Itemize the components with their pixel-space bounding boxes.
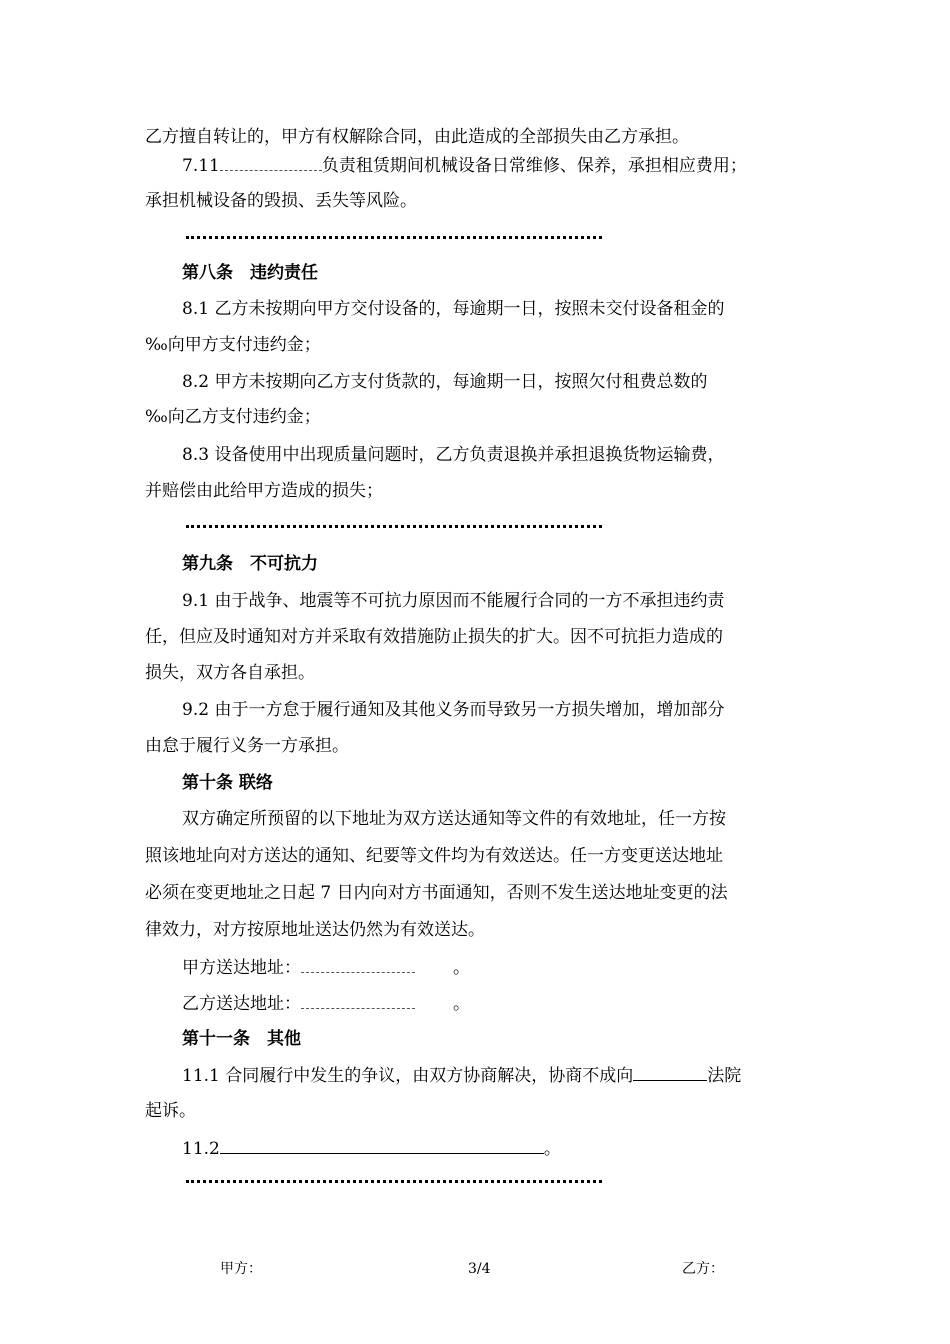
text-line: 9.2 由于一方怠于履行通知及其他义务而导致另一方损失增加，增加部分 bbox=[182, 700, 725, 720]
text-line: 起诉。 bbox=[145, 1101, 196, 1121]
blank-field bbox=[220, 1137, 544, 1154]
text-line: ‰向乙方支付违约金； bbox=[145, 407, 321, 427]
period: 。 bbox=[543, 1139, 561, 1159]
text-line: 8.2 甲方未按期向乙方支付货款的，每逾期一日，按照欠付租费总数的 bbox=[182, 372, 708, 392]
court-blank-field bbox=[633, 1064, 707, 1081]
text-line: 乙方擅自转让的，甲方有权解除合同，由此造成的全部损失由乙方承担。 bbox=[145, 127, 689, 147]
period: 。 bbox=[453, 994, 470, 1014]
clause-7-11 bbox=[182, 154, 747, 177]
clause-number: 11.2 bbox=[182, 1139, 220, 1159]
footer-page-number: 3/4 bbox=[468, 1261, 491, 1277]
article-11-heading: 第十一条 其他 bbox=[182, 1029, 301, 1049]
blank-field bbox=[220, 154, 322, 171]
address-blank-field bbox=[301, 956, 415, 973]
ellipsis-divider bbox=[186, 236, 602, 239]
address-blank-field bbox=[301, 992, 415, 1009]
ellipsis-divider bbox=[186, 525, 602, 528]
clause-text: 11.1 合同履行中发生的争议，由双方协商解决，协商不成向 bbox=[182, 1066, 634, 1086]
clause-text: 法院 bbox=[707, 1066, 742, 1086]
text-line: 任，但应及时通知对方并采取有效措施防止损失的扩大。因不可抗拒力造成的 bbox=[145, 627, 723, 647]
text-line: 损失，双方各自承担。 bbox=[145, 663, 315, 683]
article-8-heading: 第八条 违约责任 bbox=[182, 263, 318, 283]
footer-party-b: 乙方： bbox=[682, 1261, 724, 1277]
text-line: ‰向甲方支付违约金； bbox=[145, 335, 321, 355]
text-line: 由怠于履行义务一方承担。 bbox=[145, 736, 349, 756]
clause-text: 负责租赁期间机械设备日常维修、保养，承担相应费用； bbox=[321, 156, 747, 176]
address-label: 乙方送达地址： bbox=[182, 994, 301, 1014]
clause-11-1 bbox=[182, 1064, 741, 1087]
period: 。 bbox=[453, 958, 470, 978]
text-line: 8.1 乙方未按期向甲方交付设备的，每逾期一日，按照未交付设备租金的 bbox=[182, 299, 725, 319]
text-line: 承担机械设备的毁损、丢失等风险。 bbox=[145, 191, 417, 211]
text-line: 并赔偿由此给甲方造成的损失； bbox=[145, 481, 383, 501]
clause-number: 7.11 bbox=[182, 156, 220, 176]
footer-party-a: 甲方： bbox=[220, 1261, 262, 1277]
text-line: 律效力，对方按原地址送达仍然为有效送达。 bbox=[145, 920, 485, 940]
address-label: 甲方送达地址： bbox=[182, 958, 301, 978]
text-line: 照该地址向对方送达的通知、纪要等文件均为有效送达。任一方变更送达地址 bbox=[145, 846, 723, 866]
clause-11-2 bbox=[182, 1137, 561, 1160]
text-line: 双方确定所预留的以下地址为双方送达通知等文件的有效地址，任一方按 bbox=[182, 809, 726, 829]
article-10-heading: 第十条 联络 bbox=[182, 773, 273, 793]
text-line: 必须在变更地址之日起 7 日内向对方书面通知，否则不发生送达地址变更的法 bbox=[145, 883, 728, 903]
party-a-address-row bbox=[182, 956, 470, 979]
text-line: 9.1 由于战争、地震等不可抗力原因而不能履行合同的一方不承担违约责 bbox=[182, 591, 725, 611]
text-line: 8.3 设备使用中出现质量问题时，乙方负责退换并承担退换货物运输费， bbox=[182, 445, 725, 465]
ellipsis-divider bbox=[186, 1180, 602, 1183]
party-b-address-row bbox=[182, 992, 470, 1015]
article-9-heading: 第九条 不可抗力 bbox=[182, 554, 318, 574]
